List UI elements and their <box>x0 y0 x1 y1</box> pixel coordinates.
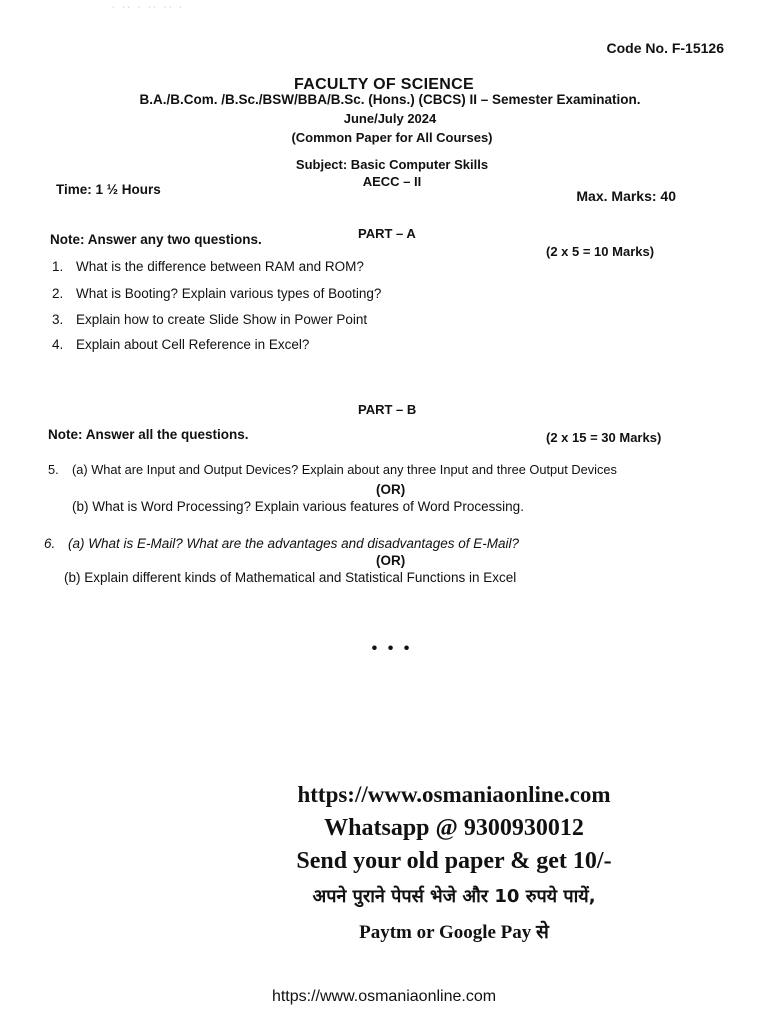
question-number: 3. <box>52 312 64 327</box>
code-number: Code No. F-15126 <box>606 40 724 56</box>
faculty-title: FACULTY OF SCIENCE <box>294 76 474 93</box>
or-separator: (OR) <box>376 482 406 497</box>
question-text: What is the difference between RAM and ROM? <box>76 259 364 274</box>
question-text: Explain about Cell Reference in Excel? <box>76 337 310 352</box>
question-text: What is Booting? Explain various types of Booting? <box>76 286 382 301</box>
question-item <box>52 312 367 327</box>
question-text: (a) What are Input and Output Devices? Explain about any three Input and three Output Devices <box>72 462 617 477</box>
promo-url: https://www.osmaniaonline.com <box>297 782 611 807</box>
or-separator: (OR) <box>376 553 406 568</box>
question-item <box>52 259 364 274</box>
promo-whatsapp: Whatsapp @ 9300930012 <box>324 815 584 841</box>
question-number: 4. <box>52 337 64 352</box>
time-allowed: Time: 1 ½ Hours <box>56 182 161 197</box>
subject-line: Subject: Basic Computer Skills <box>295 157 489 172</box>
question-text: Explain how to create Slide Show in Power Point <box>76 312 368 327</box>
part-b-note: Note: Answer all the questions. <box>48 427 249 442</box>
question-text: (a) What is E-Mail? What are the advantages and disadvantages of E-Mail? <box>68 536 519 551</box>
footer-url: https://www.osmaniaonline.com <box>271 988 497 1005</box>
question-number: 6. <box>44 536 56 551</box>
exam-session: June/July 2024 <box>343 111 437 126</box>
question-5a <box>48 462 617 477</box>
question-number: 2. <box>52 286 64 301</box>
promo-payment: Paytm or Google Pay से <box>359 922 549 943</box>
part-b-title: PART – B <box>358 402 417 417</box>
courses-line: B.A./B.Com. /B.Sc./BSW/BBA/B.Sc. (Hons.) (CBCS) II – Semester Examination. <box>139 92 641 107</box>
part-a-note: Note: Answer any two questions. <box>50 232 262 247</box>
common-paper-note: (Common Paper for All Courses) <box>291 130 493 145</box>
question-item <box>52 286 381 301</box>
max-marks: Max. Marks: 40 <box>576 188 676 204</box>
scan-artifact: · ·· · ·· ·· · <box>112 4 185 11</box>
part-b-allocation: (2 x 15 = 30 Marks) <box>546 430 662 445</box>
question-5b: (b) What is Word Processing? Explain various features of Word Processing. <box>72 499 524 514</box>
promo-offer: Send your old paper & get 10/- <box>296 848 612 874</box>
question-number: 1. <box>52 259 64 274</box>
question-number: 5. <box>48 462 59 477</box>
question-item <box>52 337 309 352</box>
question-6b: (b) Explain different kinds of Mathematical and Statistical Functions in Excel <box>64 570 517 585</box>
end-of-paper-mark: • • • <box>371 640 413 657</box>
promo-hindi-offer: अपने पुराने पेपर्स भेजे और 10 रुपये पायें, <box>312 886 596 907</box>
aecc-line: AECC – II <box>362 174 422 189</box>
part-a-allocation: (2 x 5 = 10 Marks) <box>546 244 655 259</box>
question-6a <box>44 536 519 551</box>
part-a-title: PART – A <box>358 226 416 241</box>
